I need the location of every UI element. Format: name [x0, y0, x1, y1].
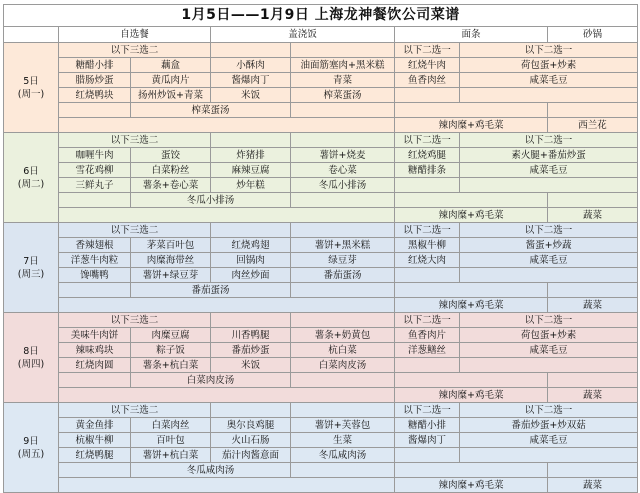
- day-block-2-note-row: [4, 133, 638, 148]
- day-block-3-note-row: [4, 223, 638, 238]
- zixuan-note: 以下三选二: [59, 43, 211, 58]
- zixuan-side: 肉糜豆腐: [131, 328, 211, 343]
- mian-topping: 红烧大肉: [395, 253, 460, 268]
- zixuan-dish: 香辣翅根: [59, 238, 131, 253]
- menu-row: [4, 163, 638, 178]
- day-block-4-note-row: [4, 313, 638, 328]
- menu-row: [4, 418, 638, 433]
- zixuan-dish: 腊肠炒蛋: [59, 73, 131, 88]
- gaijiao-cell: [291, 313, 395, 328]
- mian-option: 荷包蛋+炒素: [460, 328, 638, 343]
- header-shaguo: 砂锅: [548, 27, 638, 43]
- mian-note: 以下二选一: [460, 133, 638, 148]
- mian-topping: 鱼香肉丝: [395, 73, 460, 88]
- header-zixuan: 自选餐: [59, 27, 211, 43]
- empty-cell: [59, 193, 131, 208]
- day-weekday: (周四): [17, 358, 45, 370]
- menu-row: [4, 448, 638, 463]
- mian-topping: 黑椒牛柳: [395, 238, 460, 253]
- shaguo-extra: 蔬菜: [548, 478, 638, 493]
- day-date: 6日: [23, 165, 39, 177]
- gaijiao-cell: [291, 133, 395, 148]
- day-label: [4, 313, 59, 403]
- empty-cell: [291, 193, 395, 208]
- zixuan-side: 薯饼+杭白菜: [131, 448, 211, 463]
- mian-note: 以下二选一: [395, 43, 460, 58]
- mian-option: [460, 448, 638, 463]
- zixuan-note: 以下三选二: [59, 223, 211, 238]
- gaijiao-dish: 肉丝炒面: [211, 268, 291, 283]
- gaijiao-cell: [291, 223, 395, 238]
- day-weekday: (周三): [17, 268, 45, 280]
- gaijiao-dish: 奥尔良鸡腿: [211, 418, 291, 433]
- zixuan-side: 百叶包: [131, 433, 211, 448]
- empty-cell: [395, 193, 548, 208]
- mian-option: [460, 178, 638, 193]
- empty-cell: [291, 463, 395, 478]
- page-title: 1月5日——1月9日 上海龙神餐饮公司菜谱: [4, 5, 638, 27]
- zixuan-side: 蛋饺: [131, 148, 211, 163]
- menu-row: [4, 148, 638, 163]
- menu-row: [4, 433, 638, 448]
- menu-row: [4, 88, 638, 103]
- mian-option: 咸菜毛豆: [460, 343, 638, 358]
- gaijiao-dish: 火山石肠: [211, 433, 291, 448]
- day-weekday: (周五): [17, 448, 45, 460]
- day-label: [4, 133, 59, 223]
- mian-note: 以下二选一: [395, 313, 460, 328]
- mian-topping: 酱爆肉丁: [395, 433, 460, 448]
- mian-topping: 鱼香肉片: [395, 328, 460, 343]
- day-date: 7日: [23, 255, 39, 267]
- empty-cell: [59, 283, 131, 298]
- day-block-5-note-row: [4, 403, 638, 418]
- empty-cell: [59, 388, 395, 403]
- empty-cell: [395, 463, 548, 478]
- zixuan-dish: 黄金鱼排: [59, 418, 131, 433]
- menu-row: [4, 343, 638, 358]
- mian-extra: 辣肉糜+鸡毛菜: [395, 208, 548, 223]
- gaijiao-dish: 炸猪排: [211, 148, 291, 163]
- mian-option: 咸菜毛豆: [460, 433, 638, 448]
- menu-row: [4, 253, 638, 268]
- zixuan-side: 薯条+卷心菜: [131, 178, 211, 193]
- gaijiao-side: 卷心菜: [291, 163, 395, 178]
- day-date: 8日: [23, 345, 39, 357]
- gaijiao-side: 绿豆芽: [291, 253, 395, 268]
- gaijiao-side: 薯条+奶黄包: [291, 328, 395, 343]
- zixuan-side: 肉糜海带丝: [131, 253, 211, 268]
- gaijiao-cell: [211, 43, 291, 58]
- soup-cell: 白菜肉皮汤: [131, 373, 291, 388]
- zixuan-side: 白菜粉丝: [131, 163, 211, 178]
- zixuan-dish: 洋葱牛肉粒: [59, 253, 131, 268]
- day-weekday: (周二): [17, 178, 45, 190]
- zixuan-side: 白菜肉丝: [131, 418, 211, 433]
- zixuan-side: 粽子饭: [131, 343, 211, 358]
- extra-row: [4, 118, 638, 133]
- zixuan-note: 以下三选二: [59, 133, 211, 148]
- mian-topping: 洋葱鳝丝: [395, 343, 460, 358]
- gaijiao-dish: 炒年糕: [211, 178, 291, 193]
- shaguo-extra: 西兰花: [548, 118, 638, 133]
- mian-extra: 辣肉糜+鸡毛菜: [395, 118, 548, 133]
- mian-note: 以下二选一: [460, 223, 638, 238]
- zixuan-dish: 杭椒牛柳: [59, 433, 131, 448]
- empty-cell: [59, 298, 395, 313]
- mian-extra: 辣肉糜+鸡毛菜: [395, 298, 548, 313]
- mian-topping: 糖醋小排: [395, 418, 460, 433]
- gaijiao-side: 薯饼+芙蓉包: [291, 418, 395, 433]
- gaijiao-side: 青菜: [291, 73, 395, 88]
- mian-option: 番茄炒蛋+炒双菇: [460, 418, 638, 433]
- empty-cell: [548, 463, 638, 478]
- mian-note: 以下二选一: [395, 223, 460, 238]
- gaijiao-cell: [211, 403, 291, 418]
- mian-option: [460, 358, 638, 373]
- gaijiao-side: 冬瓜咸肉汤: [291, 448, 395, 463]
- soup-row: [4, 373, 638, 388]
- mian-note: 以下二选一: [395, 133, 460, 148]
- zixuan-side: 薯条+杭白菜: [131, 358, 211, 373]
- mian-option: 素火腿+番茄炒蛋: [460, 148, 638, 163]
- zixuan-dish: 糖醋小排: [59, 58, 131, 73]
- empty-cell: [59, 118, 395, 133]
- zixuan-side: 扬州炒饭+青菜: [131, 88, 211, 103]
- zixuan-note: 以下三选二: [59, 403, 211, 418]
- mian-topping: 红烧牛肉: [395, 58, 460, 73]
- zixuan-dish: 美味牛肉饼: [59, 328, 131, 343]
- zixuan-dish: 三鲜丸子: [59, 178, 131, 193]
- gaijiao-dish: 红烧鸡翅: [211, 238, 291, 253]
- gaijiao-dish: 米饭: [211, 88, 291, 103]
- gaijiao-side: 薯饼+黑米糕: [291, 238, 395, 253]
- header-gaijiao: 盖浇饭: [211, 27, 395, 43]
- gaijiao-side: 生菜: [291, 433, 395, 448]
- zixuan-side: 茅菜百叶包: [131, 238, 211, 253]
- extra-row: [4, 298, 638, 313]
- empty-cell: [59, 463, 131, 478]
- gaijiao-side: 冬瓜小排汤: [291, 178, 395, 193]
- empty-cell: [395, 103, 548, 118]
- zixuan-side: 藕盒: [131, 58, 211, 73]
- mian-topping: [395, 268, 460, 283]
- gaijiao-dish: 川香鸭腿: [211, 328, 291, 343]
- menu-table: [3, 4, 638, 493]
- mian-option: [460, 88, 638, 103]
- mian-option: 酱蛋+炒蔬: [460, 238, 638, 253]
- gaijiao-cell: [291, 43, 395, 58]
- gaijiao-dish: 米饭: [211, 358, 291, 373]
- empty-cell: [59, 103, 131, 118]
- day-label: [4, 403, 59, 493]
- mian-option: 咸菜毛豆: [460, 73, 638, 88]
- empty-cell: [291, 103, 395, 118]
- header-miantiao: 面条: [395, 27, 548, 43]
- soup-cell: 冬瓜咸肉汤: [131, 463, 291, 478]
- soup-cell: 冬瓜小排汤: [131, 193, 291, 208]
- empty-cell: [395, 373, 548, 388]
- gaijiao-dish: 回锅肉: [211, 253, 291, 268]
- mian-option: 荷包蛋+炒素: [460, 58, 638, 73]
- mian-note: 以下二选一: [395, 403, 460, 418]
- gaijiao-cell: [291, 403, 395, 418]
- empty-cell: [548, 373, 638, 388]
- gaijiao-cell: [211, 313, 291, 328]
- menu-row: [4, 358, 638, 373]
- soup-row: [4, 463, 638, 478]
- shaguo-extra: 蔬菜: [548, 298, 638, 313]
- empty-cell: [59, 208, 395, 223]
- empty-cell: [291, 283, 395, 298]
- gaijiao-dish: 番茄炒蛋: [211, 343, 291, 358]
- soup-row: [4, 103, 638, 118]
- zixuan-dish: 辣味鸡块: [59, 343, 131, 358]
- corner-cell: [4, 27, 59, 43]
- gaijiao-side: 杭白菜: [291, 343, 395, 358]
- zixuan-dish: 咖喱牛肉: [59, 148, 131, 163]
- day-label: [4, 43, 59, 133]
- soup-cell: 番茄蛋汤: [131, 283, 291, 298]
- zixuan-side: 黄瓜肉片: [131, 73, 211, 88]
- day-weekday: (周一): [17, 88, 45, 100]
- gaijiao-side: 榨菜蛋汤: [291, 88, 395, 103]
- empty-cell: [548, 103, 638, 118]
- menu-row: [4, 58, 638, 73]
- gaijiao-side: 番茄蛋汤: [291, 268, 395, 283]
- mian-topping: 糖醋排条: [395, 163, 460, 178]
- gaijiao-dish: 小酥肉: [211, 58, 291, 73]
- gaijiao-cell: [211, 223, 291, 238]
- gaijiao-side: 薯饼+烧麦: [291, 148, 395, 163]
- zixuan-dish: 馋嘴鸭: [59, 268, 131, 283]
- mian-extra: 辣肉糜+鸡毛菜: [395, 478, 548, 493]
- shaguo-extra: 蔬菜: [548, 208, 638, 223]
- zixuan-dish: 红烧鸭腿: [59, 448, 131, 463]
- menu-row: [4, 238, 638, 253]
- gaijiao-cell: [211, 133, 291, 148]
- empty-cell: [548, 283, 638, 298]
- zixuan-side: 薯饼+绿豆芽: [131, 268, 211, 283]
- day-date: 9日: [23, 435, 39, 447]
- empty-cell: [395, 283, 548, 298]
- mian-topping: [395, 88, 460, 103]
- menu-row: [4, 268, 638, 283]
- mian-note: 以下二选一: [460, 403, 638, 418]
- gaijiao-side: 油面筋塞肉+黑米糕: [291, 58, 395, 73]
- soup-cell: 榨菜蛋汤: [131, 103, 291, 118]
- zixuan-dish: 雪花鸡柳: [59, 163, 131, 178]
- empty-cell: [548, 193, 638, 208]
- mian-option: 咸菜毛豆: [460, 253, 638, 268]
- mian-topping: [395, 358, 460, 373]
- mian-option: [460, 268, 638, 283]
- mian-topping: [395, 448, 460, 463]
- zixuan-note: 以下三选二: [59, 313, 211, 328]
- mian-note: 以下二选一: [460, 43, 638, 58]
- soup-row: [4, 283, 638, 298]
- zixuan-dish: 红烧肉圆: [59, 358, 131, 373]
- mian-note: 以下二选一: [460, 313, 638, 328]
- mian-extra: 辣肉糜+鸡毛菜: [395, 388, 548, 403]
- mian-option: 咸菜毛豆: [460, 163, 638, 178]
- gaijiao-side: 白菜肉皮汤: [291, 358, 395, 373]
- day-date: 5日: [23, 75, 39, 87]
- soup-row: [4, 193, 638, 208]
- extra-row: [4, 388, 638, 403]
- extra-row: [4, 208, 638, 223]
- gaijiao-dish: 麻辣豆腐: [211, 163, 291, 178]
- gaijiao-dish: 酱爆肉丁: [211, 73, 291, 88]
- empty-cell: [59, 478, 395, 493]
- menu-row: [4, 178, 638, 193]
- shaguo-extra: 蔬菜: [548, 388, 638, 403]
- empty-cell: [59, 373, 131, 388]
- empty-cell: [291, 373, 395, 388]
- zixuan-dish: 红烧鸭块: [59, 88, 131, 103]
- mian-topping: [395, 178, 460, 193]
- day-block-1-note-row: [4, 43, 638, 58]
- gaijiao-dish: 茄汁肉酱意面: [211, 448, 291, 463]
- menu-row: [4, 73, 638, 88]
- mian-topping: 红烧鸡腿: [395, 148, 460, 163]
- menu-row: [4, 328, 638, 343]
- extra-row: [4, 478, 638, 493]
- day-label: [4, 223, 59, 313]
